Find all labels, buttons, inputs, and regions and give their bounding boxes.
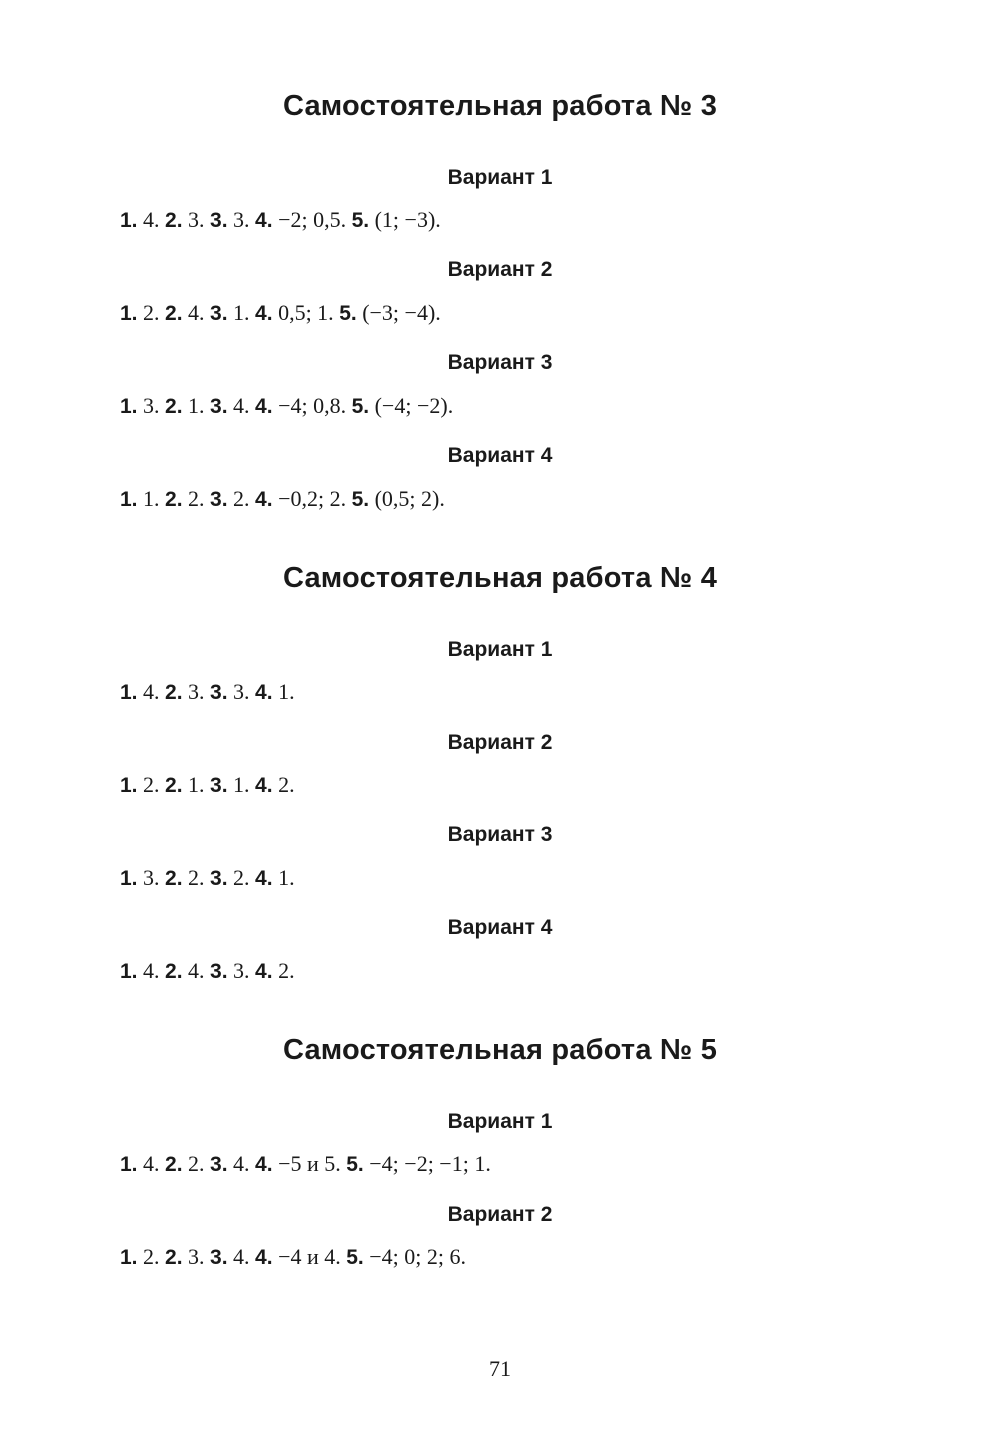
answer-number: 3. [210,774,228,797]
answer-number: 4. [255,867,273,890]
answer-number: 3. [210,1153,228,1176]
answer-number: 4. [255,395,273,418]
answer-number: 1. [120,302,138,325]
answer-value: −4; −2; −1; 1. [363,1151,491,1176]
answer-number: 1. [120,681,138,704]
answer-value: 3. [227,679,256,704]
answer-number: 2. [165,960,183,983]
answer-number: 4. [255,1246,273,1269]
answer-value: 2. [272,772,295,797]
answer-number: 1. [120,209,138,232]
answer-value: 1. [272,679,295,704]
section-title: Самостоятельная работа № 3 [282,90,718,122]
answer-number: 2. [165,681,183,704]
answer-value: 2. [272,958,295,983]
answer-value: 3. [227,958,256,983]
variant-title: Вариант 2 [447,731,553,754]
answer-value: −5 и 5. [272,1151,347,1176]
answer-number: 3. [210,302,228,325]
answer-value: (−3; −4). [356,300,441,325]
answer-value: 3. [182,1244,211,1269]
answer-number: 3. [210,681,228,704]
answer-number: 4. [255,488,273,511]
answer-line [120,679,920,705]
answer-number: 3. [210,209,228,232]
variant-title: Вариант 2 [447,1203,553,1226]
answer-value: (−4; −2). [369,393,454,418]
answer-number: 3. [210,867,228,890]
answer-number: 5. [351,209,370,232]
answer-value: 3. [182,207,211,232]
section-title: Самостоятельная работа № 4 [282,562,718,594]
answer-value: 3. [137,865,166,890]
page-number: 71 [489,1356,511,1381]
variant-title: Вариант 1 [447,1110,553,1133]
answer-value: −0,2; 2. [272,486,352,511]
answer-value: 2. [182,1151,211,1176]
answer-number: 3. [210,1246,228,1269]
answer-line [120,207,920,233]
variant-title: Вариант 3 [447,351,553,374]
answer-value: 2. [227,486,256,511]
answer-number: 3. [210,488,228,511]
answer-value: 0,5; 1. [272,300,340,325]
variant-title: Вариант 3 [447,823,553,846]
answer-number: 5. [351,395,370,418]
variant-title: Вариант 4 [447,444,553,467]
answer-value: 4. [227,1244,256,1269]
variant-title: Вариант 4 [447,916,553,939]
answer-number: 1. [120,1153,138,1176]
answer-number: 4. [255,302,273,325]
answer-value: 2. [137,300,166,325]
answer-number: 2. [165,1153,183,1176]
answer-value: 1. [227,300,256,325]
answer-number: 1. [120,774,138,797]
answer-value: 2. [182,486,211,511]
answer-number: 4. [255,960,273,983]
answer-value: 4. [182,958,211,983]
answer-number: 5. [339,302,357,325]
answer-number: 4. [255,209,273,232]
answer-line [120,772,920,798]
answer-number: 2. [165,488,183,511]
answer-value: 1. [182,393,211,418]
answer-number: 3. [210,395,228,418]
answer-value: 3. [137,393,166,418]
answer-number: 1. [120,960,138,983]
variant-title: Вариант 2 [447,258,553,281]
answer-value: 4. [137,1151,166,1176]
answer-value: 4. [137,207,166,232]
answer-line [120,1151,920,1177]
answer-value: 2. [137,772,166,797]
answer-number: 1. [120,395,138,418]
answer-value: −2; 0,5. [272,207,352,232]
answer-number: 4. [255,1153,273,1176]
answer-value: 4. [227,393,256,418]
answer-value: −4; 0; 2; 6. [363,1244,467,1269]
answer-line [120,486,920,512]
answer-value: 4. [227,1151,256,1176]
answer-number: 1. [120,488,138,511]
answer-value: 4. [137,958,166,983]
answer-value: (1; −3). [369,207,441,232]
answer-value: 3. [227,207,256,232]
answer-number: 2. [165,867,183,890]
answer-value: 4. [137,679,166,704]
answer-line [120,865,920,891]
answer-number: 5. [346,1153,364,1176]
answer-value: 1. [182,772,211,797]
answer-line [120,393,920,419]
answer-value: (0,5; 2). [369,486,445,511]
answer-line [120,1244,920,1270]
answer-value: −4; 0,8. [272,393,352,418]
answer-number: 4. [255,681,273,704]
answer-number: 1. [120,867,138,890]
answer-number: 5. [346,1246,364,1269]
answer-number: 3. [210,960,228,983]
answer-number: 5. [351,488,370,511]
variant-title: Вариант 1 [447,166,553,189]
answer-value: 4. [182,300,211,325]
answer-value: 1. [137,486,166,511]
answer-value: 2. [182,865,211,890]
answer-number: 2. [165,302,183,325]
answer-number: 2. [165,395,183,418]
section-title: Самостоятельная работа № 5 [282,1034,718,1066]
answer-number: 4. [255,774,273,797]
answer-number: 2. [165,209,183,232]
answer-value: 3. [182,679,211,704]
answer-value: 1. [272,865,295,890]
answer-value: 2. [227,865,256,890]
answer-number: 1. [120,1246,138,1269]
answer-value: 2. [137,1244,166,1269]
answer-value: 1. [227,772,256,797]
answer-line [120,958,920,984]
variant-title: Вариант 1 [447,638,553,661]
answer-value: −4 и 4. [272,1244,347,1269]
answer-line [120,300,920,326]
answer-number: 2. [165,774,183,797]
answer-number: 2. [165,1246,183,1269]
